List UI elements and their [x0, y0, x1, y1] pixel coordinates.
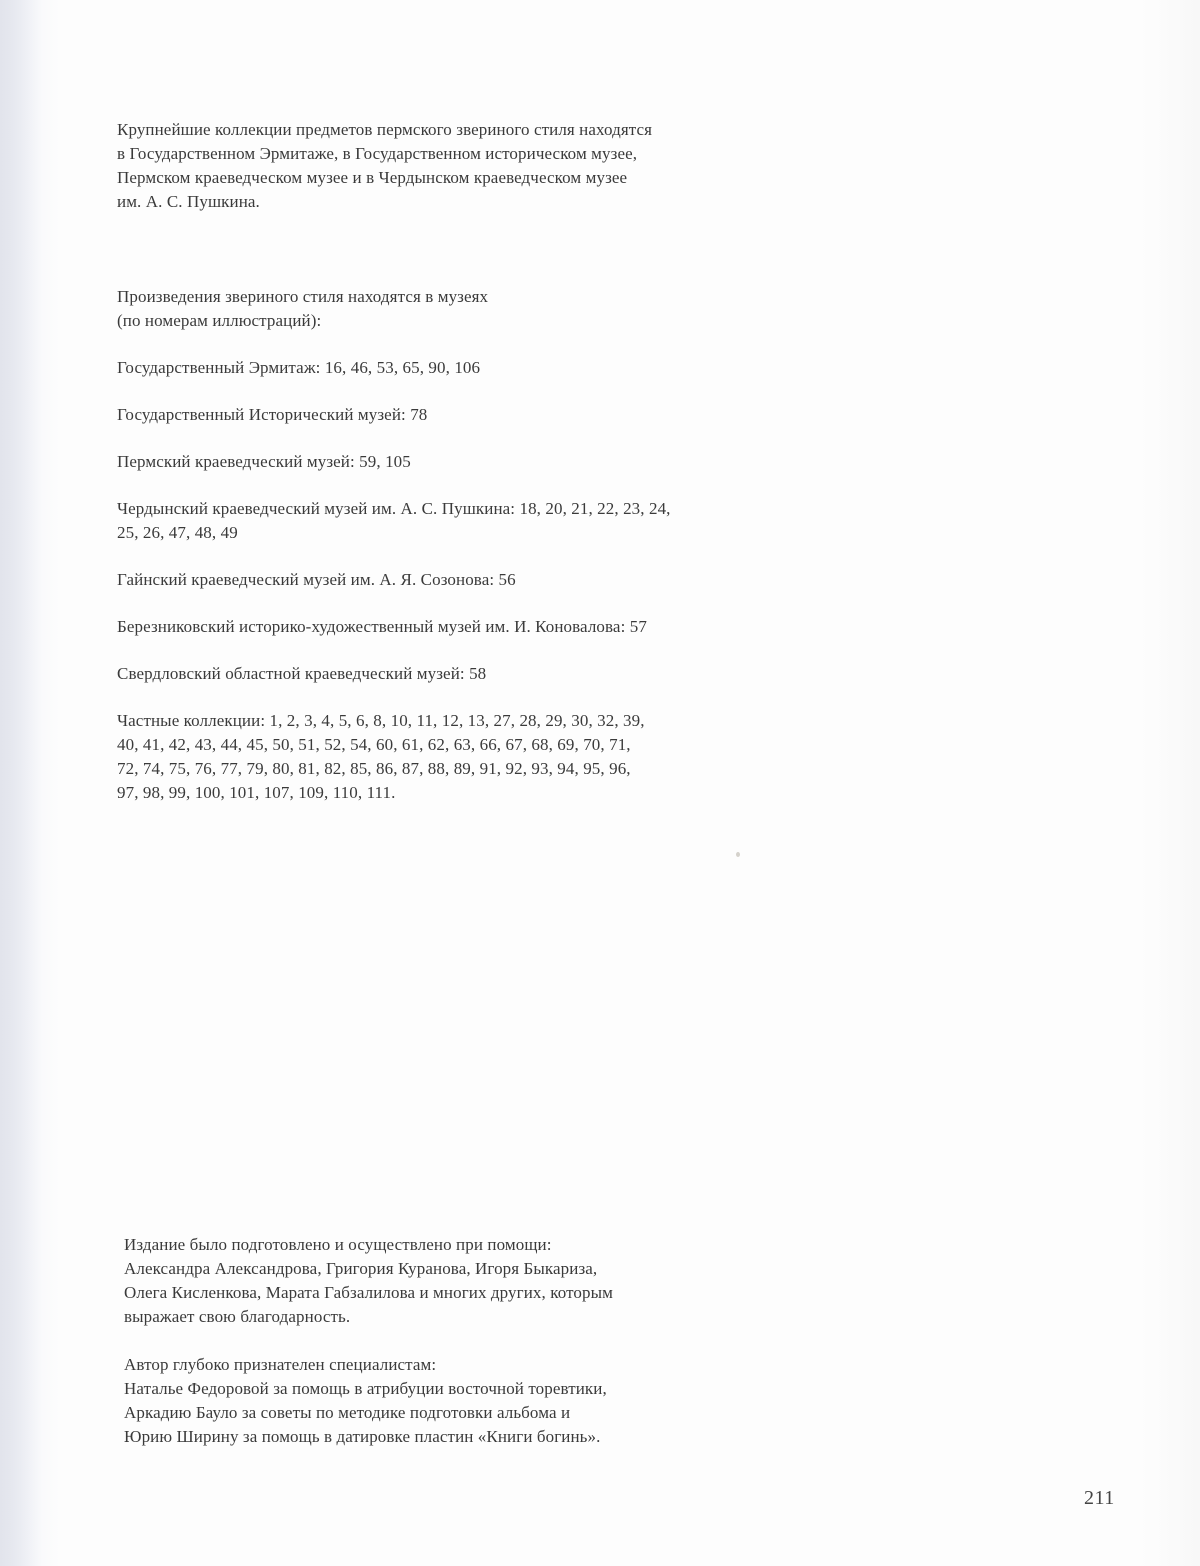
specialists-paragraph: [124, 1353, 764, 1449]
support-line: Александра Александрова, Григория Куранова, Игоря Быкариза,: [124, 1259, 598, 1278]
intro-line: в Государственном Эрмитаже, в Государственном историческом музее,: [117, 144, 638, 163]
support-line: Издание было подготовлено и осуществлено при помощи:: [124, 1235, 552, 1254]
page-number: 211: [1084, 1487, 1115, 1509]
entry-line: Частные коллекции: 1, 2, 3, 4, 5, 6, 8, 10, 11, 12, 13, 27, 28, 29, 30, 32, 39,: [117, 711, 645, 730]
museum-entry-cherdyn: [117, 497, 797, 545]
support-paragraph: [124, 1233, 764, 1329]
museum-list: [117, 285, 797, 805]
heading-line: (по номерам иллюстраций):: [117, 311, 322, 330]
museum-entry-private-collections: [117, 709, 797, 805]
entry-line: Государственный Эрмитаж: 16, 46, 53, 65, 90, 106: [117, 358, 481, 377]
museum-list-heading: [117, 285, 797, 333]
intro-paragraph: [117, 118, 777, 214]
heading-line: Произведения звериного стиля находятся в музеях: [117, 287, 489, 306]
binding-gutter-shadow: [0, 0, 42, 1566]
entry-line: Государственный Исторический музей: 78: [117, 405, 428, 424]
museum-entry-sverdlovsk: [117, 662, 797, 686]
entry-line: Гайнский краеведческий музей им. А. Я. Созонова: 56: [117, 570, 516, 589]
specialists-line: Автор глубоко признателен специалистам:: [124, 1355, 437, 1374]
entry-line: 97, 98, 99, 100, 101, 107, 109, 110, 111.: [117, 783, 396, 802]
entry-line: Березниковский историко-художественный музей им. И. Коновалова: 57: [117, 617, 647, 636]
entry-line: Пермский краеведческий музей: 59, 105: [117, 452, 411, 471]
specialists-line: Аркадию Баулo за советы по методике подготовки альбома и: [124, 1403, 571, 1422]
entry-line: 72, 74, 75, 76, 77, 79, 80, 81, 82, 85, 86, 87, 88, 89, 91, 92, 93, 94, 95, 96,: [117, 759, 631, 778]
support-line: выражает свою благодарность.: [124, 1307, 351, 1326]
intro-line: им. А. С. Пушкина.: [117, 192, 260, 211]
specialists-line: Юрию Ширину за помощь в датировке пластин «Книги богинь».: [124, 1427, 601, 1446]
intro-line: Крупнейшие коллекции предметов пермского звериного стиля находятся: [117, 120, 653, 139]
entry-line: 40, 41, 42, 43, 44, 45, 50, 51, 52, 54, 60, 61, 62, 63, 66, 67, 68, 69, 70, 71,: [117, 735, 631, 754]
museum-entry-perm: [117, 450, 797, 474]
paragraph-gap: [124, 1329, 764, 1353]
entry-line: Чердынский краеведческий музей им. А. С. Пушкина: 18, 20, 21, 22, 23, 24,: [117, 499, 671, 518]
intro-line: Пермском краеведческом музее и в Чердынском краеведческом музее: [117, 168, 628, 187]
support-line: Олега Кисленкова, Марата Габзалилова и многих других, которым: [124, 1283, 613, 1302]
museum-entry-hermitage: [117, 356, 797, 380]
specialists-line: Наталье Федоровой за помощь в атрибуции восточной торевтики,: [124, 1379, 607, 1398]
paper-speck: [736, 852, 740, 857]
museum-entry-berezniki: [117, 615, 797, 639]
acknowledgements: [124, 1233, 764, 1449]
museum-entry-historical-museum: [117, 403, 797, 427]
entry-line: Свердловский областной краеведческий музей: 58: [117, 664, 487, 683]
entry-line: 25, 26, 47, 48, 49: [117, 523, 238, 542]
museum-entry-gainy: [117, 568, 797, 592]
